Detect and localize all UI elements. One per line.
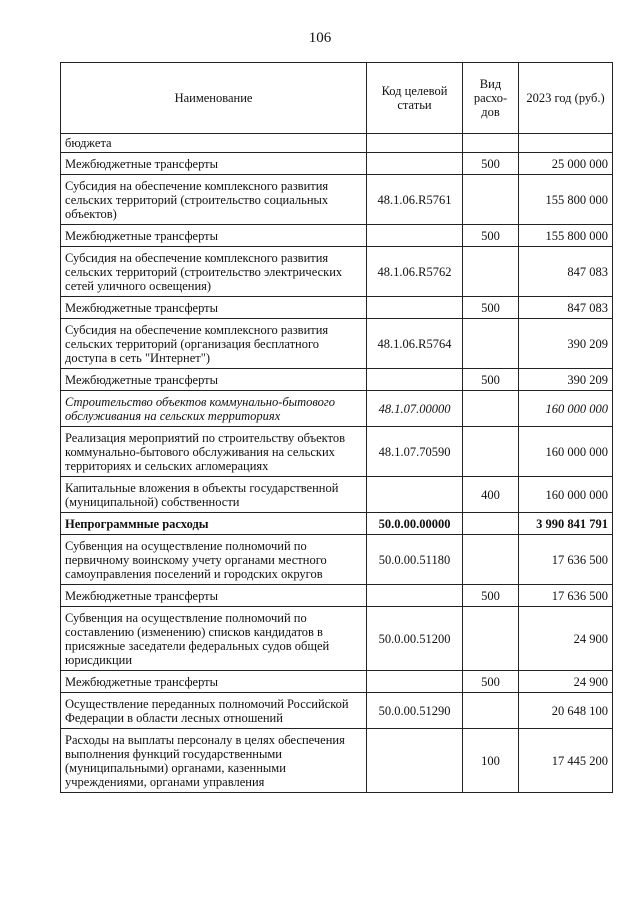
cell-code [367,134,463,153]
cell-type [463,319,519,369]
table-row [61,369,613,391]
cell-code: 48.1.06.R5764 [367,319,463,369]
cell-type: 100 [463,729,519,793]
table-body [61,134,613,793]
table-row [61,153,613,175]
cell-type: 500 [463,153,519,175]
cell-type: 500 [463,369,519,391]
cell-name: Расходы на выплаты персоналу в целях обеспечения выполнения функций государственными (муниципальными) органами, казенными учреждениями, органами управления [61,729,367,793]
cell-sum: 847 083 [519,297,613,319]
cell-sum: 390 209 [519,319,613,369]
cell-sum: 24 900 [519,607,613,671]
cell-sum: 847 083 [519,247,613,297]
header-code: Код целевой статьи [367,63,463,134]
cell-sum: 24 900 [519,671,613,693]
table-row [61,297,613,319]
cell-name: Строительство объектов коммунально-бытового обслуживания на сельских территориях [61,391,367,427]
cell-type [463,175,519,225]
cell-sum: 160 000 000 [519,391,613,427]
cell-name: Межбюджетные трансферты [61,153,367,175]
table-row [61,607,613,671]
cell-name: Реализация мероприятий по строительству объектов коммунально-бытового обслуживания на сельских территориях и сельских агломерациях [61,427,367,477]
cell-code: 50.0.00.51290 [367,693,463,729]
cell-sum [519,134,613,153]
cell-name: Осуществление переданных полномочий Российской Федерации в области лесных отношений [61,693,367,729]
cell-name: Межбюджетные трансферты [61,369,367,391]
table-row [61,477,613,513]
table-row [61,693,613,729]
cell-name: Субвенция на осуществление полномочий по составлению (изменению) списков кандидатов в присяжные заседатели федеральных судов общей юрисдикции [61,607,367,671]
budget-table [60,62,613,793]
table-row [61,427,613,477]
cell-name: бюджета [61,134,367,153]
cell-type [463,134,519,153]
header-name: Наименование [61,63,367,134]
cell-type [463,391,519,427]
cell-name: Непрограммные расходы [61,513,367,535]
cell-type: 500 [463,671,519,693]
cell-sum: 390 209 [519,369,613,391]
cell-sum: 17 445 200 [519,729,613,793]
header-sum: 2023 год (руб.) [519,63,613,134]
cell-code [367,477,463,513]
cell-name: Межбюджетные трансферты [61,297,367,319]
cell-code [367,297,463,319]
table-row [61,671,613,693]
cell-sum: 20 648 100 [519,693,613,729]
page-number: 106 [308,30,332,46]
table-row [61,729,613,793]
table-row [61,513,613,535]
cell-type [463,427,519,477]
cell-sum: 17 636 500 [519,535,613,585]
cell-code [367,369,463,391]
cell-name: Субсидия на обеспечение комплексного развития сельских территорий (организация бесплатного доступа в сеть "Интернет") [61,319,367,369]
cell-code: 50.0.00.51200 [367,607,463,671]
cell-type: 400 [463,477,519,513]
cell-name: Межбюджетные трансферты [61,225,367,247]
cell-sum: 155 800 000 [519,225,613,247]
cell-type: 500 [463,585,519,607]
cell-type [463,247,519,297]
cell-code [367,153,463,175]
table-row [61,247,613,297]
cell-sum: 160 000 000 [519,477,613,513]
table-row [61,134,613,153]
table-row [61,175,613,225]
cell-code: 50.0.00.51180 [367,535,463,585]
cell-name: Субсидия на обеспечение комплексного развития сельских территорий (строительство электрических сетей уличного освещения) [61,247,367,297]
table-row [61,225,613,247]
cell-sum: 25 000 000 [519,153,613,175]
cell-sum: 3 990 841 791 [519,513,613,535]
cell-sum: 155 800 000 [519,175,613,225]
table-row [61,585,613,607]
cell-type [463,535,519,585]
cell-code: 48.1.06.R5762 [367,247,463,297]
cell-name: Субсидия на обеспечение комплексного развития сельских территорий (строительство социальных объектов) [61,175,367,225]
cell-sum: 160 000 000 [519,427,613,477]
cell-name: Капитальные вложения в объекты государственной (муниципальной) собственности [61,477,367,513]
cell-type [463,513,519,535]
cell-type: 500 [463,225,519,247]
cell-code [367,671,463,693]
table-header-row [61,63,613,134]
cell-type [463,607,519,671]
table-row [61,319,613,369]
cell-code [367,729,463,793]
cell-code: 48.1.07.70590 [367,427,463,477]
cell-code [367,225,463,247]
cell-name: Межбюджетные трансферты [61,585,367,607]
header-type: Вид расхо-дов [463,63,519,134]
cell-code [367,585,463,607]
cell-code: 48.1.07.00000 [367,391,463,427]
cell-sum: 17 636 500 [519,585,613,607]
cell-type [463,693,519,729]
cell-name: Субвенция на осуществление полномочий по первичному воинскому учету органами местного самоуправления поселений и городских округов [61,535,367,585]
cell-code: 48.1.06.R5761 [367,175,463,225]
cell-code: 50.0.00.00000 [367,513,463,535]
cell-name: Межбюджетные трансферты [61,671,367,693]
table-row [61,535,613,585]
cell-type: 500 [463,297,519,319]
table-row [61,391,613,427]
